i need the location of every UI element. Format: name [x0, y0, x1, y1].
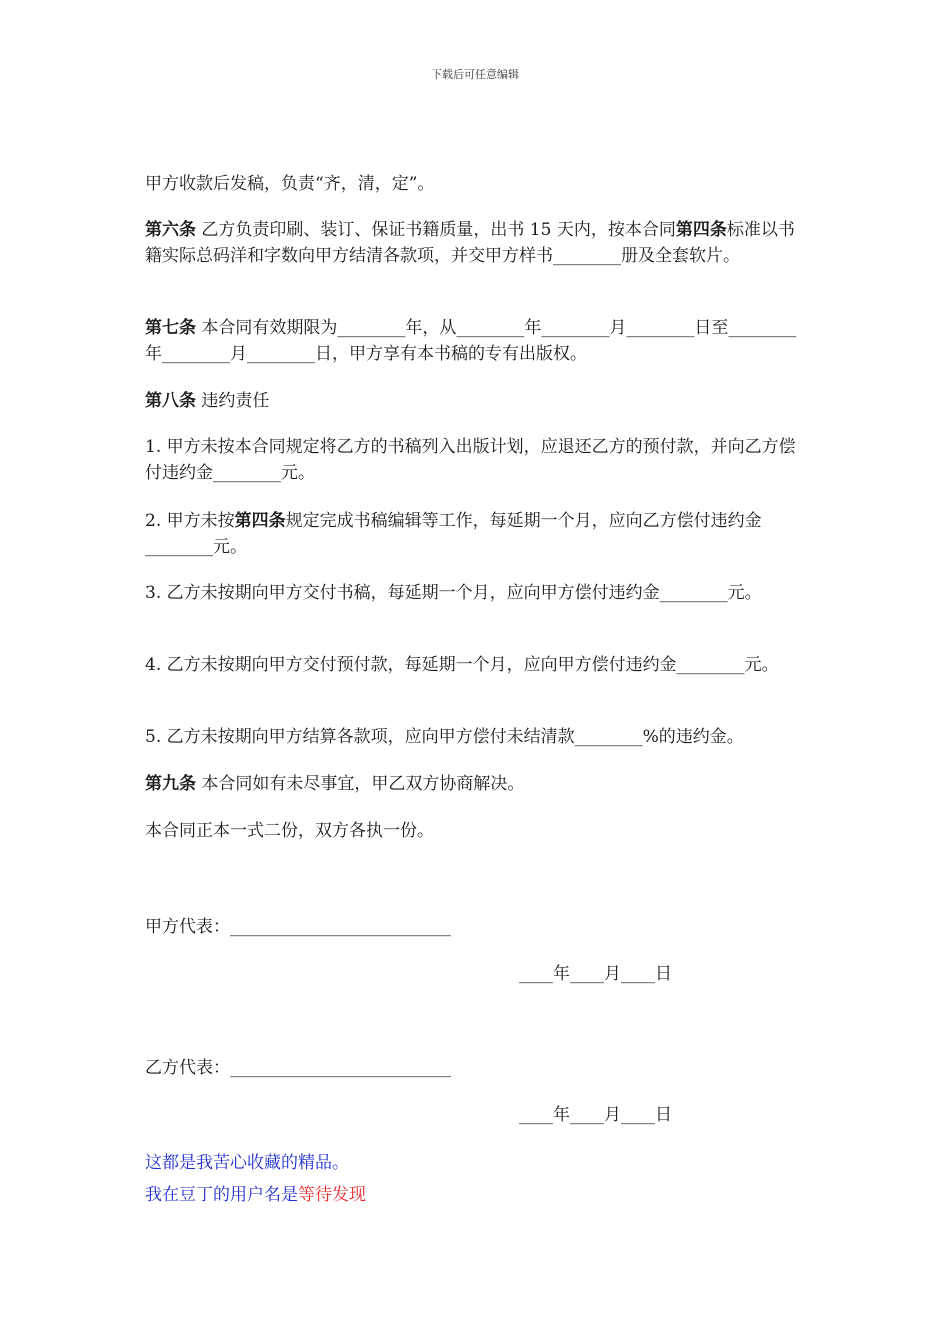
article-6 — [145, 217, 810, 269]
clause-4-text: 4. 乙方未按期向甲方交付预付款，每延期一个月，应向甲方偿付违约金________元。 — [145, 655, 779, 675]
copies-clause — [145, 818, 810, 844]
article-8-title: 第八条 — [145, 391, 196, 411]
article-6-text: 乙方负责印刷、装订、保证书籍质量，出书 15 天内，按本合同 — [196, 220, 676, 240]
article-9-text: 本合同如有未尽事宜，甲乙双方协商解决。 — [196, 774, 525, 794]
party-a-signature: 甲方代表：__________________________ — [145, 917, 451, 937]
clause-3 — [145, 580, 810, 606]
clause-4 — [145, 652, 810, 678]
clause-5 — [145, 724, 810, 750]
clause-1 — [145, 434, 810, 486]
article-9 — [145, 771, 810, 797]
page-header: 下载后可任意编辑 — [431, 68, 519, 81]
article-6-ref: 第四条 — [675, 220, 727, 240]
article-6-title: 第六条 — [145, 220, 196, 240]
article-8 — [145, 388, 810, 414]
footer-note: 这都是我苦心收藏的精品。 — [145, 1153, 349, 1173]
paragraph-intro — [145, 171, 810, 197]
article-6-text-cont: 标准以书籍实际总码洋和字数向甲方结清各款项，并交甲方样书________册及全套软片。 — [145, 220, 795, 266]
party-a-date: ____年____月____日 — [519, 964, 672, 984]
copies-text: 本合同正本一式二份，双方各执一份。 — [145, 821, 434, 841]
clause-2-post: 规定完成书稿编辑等工作，每延期一个月，应向乙方偿付违约金________元。 — [145, 511, 762, 557]
clause-5-text: 5. 乙方未按期向甲方结算各款项，应向甲方偿付未结清款________%的违约金。 — [145, 727, 744, 747]
article-8-text: 违约责任 — [196, 391, 270, 411]
article-7-title: 第七条 — [145, 318, 196, 338]
clause-3-text: 3. 乙方未按期向甲方交付书稿，每延期一个月，应向甲方偿付违约金________元。 — [145, 583, 762, 603]
article-9-title: 第九条 — [145, 774, 196, 794]
footer-username-label: 我在豆丁的用户名是 — [145, 1185, 298, 1205]
footer-username: 等待发现 — [298, 1185, 366, 1205]
clause-2-ref: 第四条 — [234, 511, 286, 531]
party-b-date: ____年____月____日 — [519, 1105, 672, 1125]
party-b-signature: 乙方代表：__________________________ — [145, 1058, 451, 1078]
article-7 — [145, 315, 810, 367]
article-7-text: 本合同有效期限为________年，从________年________月________日至________年________月________日，甲方享有本书稿的专有出版权。 — [145, 318, 797, 364]
clause-2 — [145, 508, 810, 560]
clause-2-pre: 2. 甲方未按 — [145, 511, 235, 531]
intro-text: 甲方收款后发稿，负责“齐，清，定”。 — [145, 174, 435, 194]
clause-1-text: 1. 甲方未按本合同规定将乙方的书稿列入出版计划，应退还乙方的预付款，并向乙方偿付违约金________元。 — [145, 437, 796, 483]
footer-username-line — [145, 1182, 366, 1208]
